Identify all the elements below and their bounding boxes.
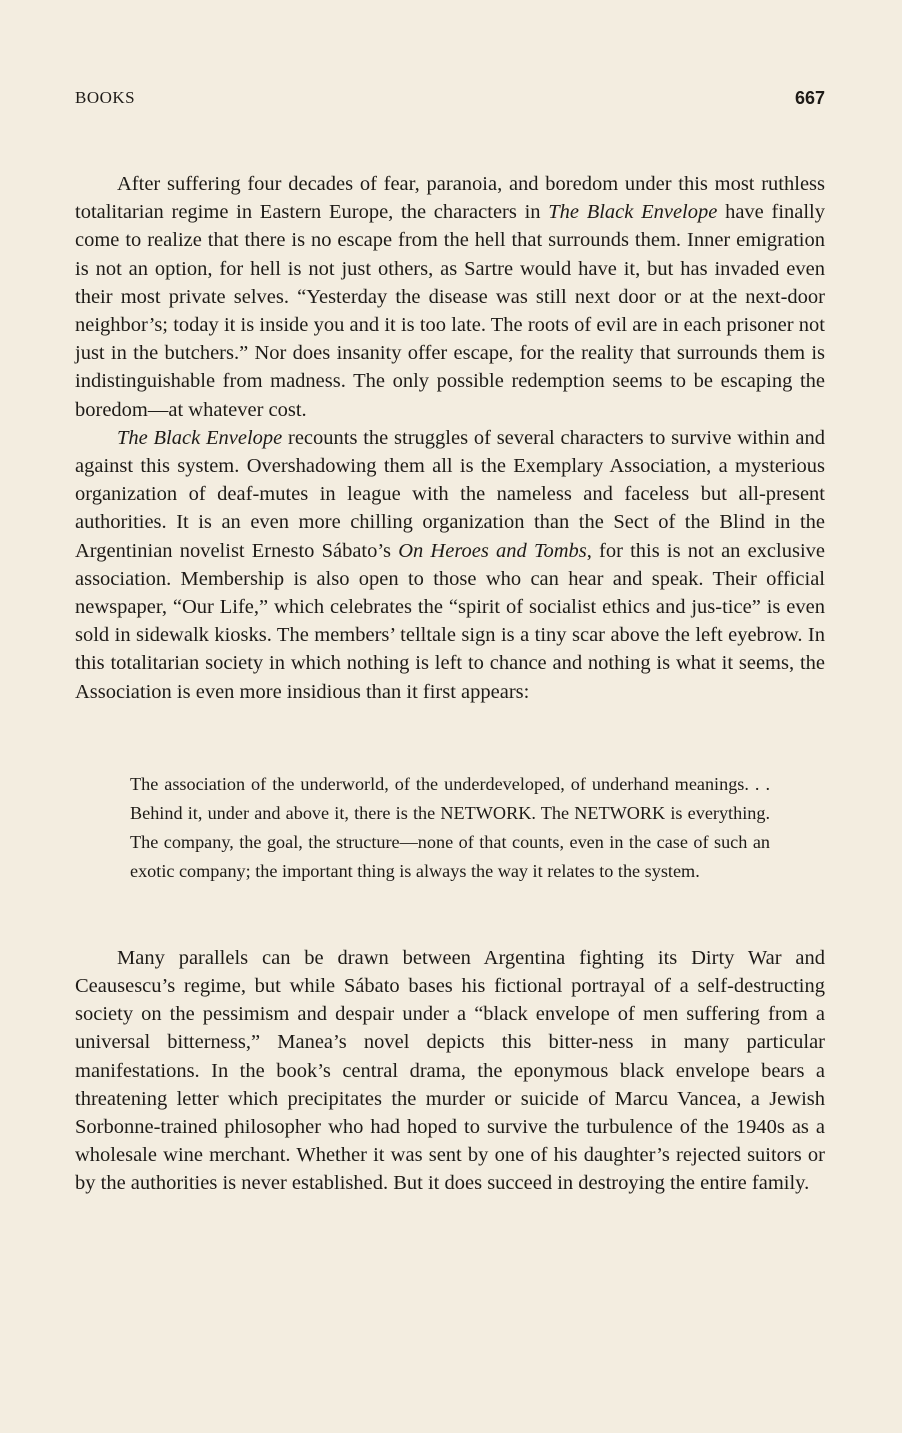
paragraph-2-text-a: recounts the struggles of several characters to survive within and against this system. Overshadowing them all is the Exemplary Association, a mysterious organization of deaf-mutes in league with the nameless and faceless but all-present authorities. It is an even more chilling organization than the Sect of the Blind in the Argentinian novelist Ernesto Sábato’s [75,426,825,562]
page-number: 667 [794,88,825,108]
running-head [75,88,825,112]
paragraph-2-text-b: , for this is not an exclusive association. Membership is also open to those who can hear and speak. Their official newspaper, “Our Life,” which celebrates the “spirit of socialist ethics and jus-tice” is even sold in sidewalk kiosks. The members’ telltale sign is a tiny scar above the left eyebrow. In this totalitarian society in which nothing is left to chance and nothing is what it seems, the Association is even more insidious than it first appears: [75,539,825,703]
book-title-italic: The Black Envelope [117,426,283,449]
cited-title-italic: On Heroes and Tombs [398,539,587,562]
block-quote: The association of the underworld, of the underdeveloped, of underhand meanings. . . Behind it, under and above it, there is the NETWORK. The NETWORK is everything. The company, the goal, the structure—none of that counts, even in the case of such an exotic company; the important thing is always the way it relates to the system. [130,773,770,881]
section-title: BOOKS [75,88,136,107]
paragraph-1-text-b: have finally come to realize that there is no escape from the hell that surrounds them. Inner emigration is not an option, for hell is not just others, as Sartre would have it, but has invaded even their most private selves. “Yesterday the disease was still next door or at the next-door neighbor’s; today it is inside you and it is too late. The roots of evil are in each prisoner not just in the butchers.” Nor does insanity offer escape, for the reality that surrounds them is indistinguishable from madness. The only possible redemption seems to be escaping the boredom—at whatever cost. [75,201,825,421]
paragraph-3: Many parallels can be drawn between Argentina fighting its Dirty War and Ceausescu’s regime, but while Sábato bases his fictional portrayal of a self-destructing society on the pessimism and despair under a “black envelope of men suffering from a universal bitterness,” Manea’s novel depicts this bitter-ness in many particular manifestations. In the book’s central drama, the eponymous black envelope bears a threatening letter which precipitates the murder or suicide of Marcu Vancea, a Jewish Sorbonne-trained philosopher who had hoped to survive the turbulence of the 1940s as a wholesale wine merchant. Whether it was sent by one of his daughter’s rejected suitors or by the authorities is never established. But it does succeed in destroying the entire family. [75,946,825,1195]
book-title-italic: The Black Envelope [548,201,718,224]
paragraph-2 [75,424,825,706]
body-text [75,170,825,1198]
paragraph-1 [75,170,825,424]
paragraph-1-text-a: After suffering four decades of fear, paranoia, and boredom under this most ruthless totalitarian regime in Eastern Europe, the characters in [75,173,825,224]
